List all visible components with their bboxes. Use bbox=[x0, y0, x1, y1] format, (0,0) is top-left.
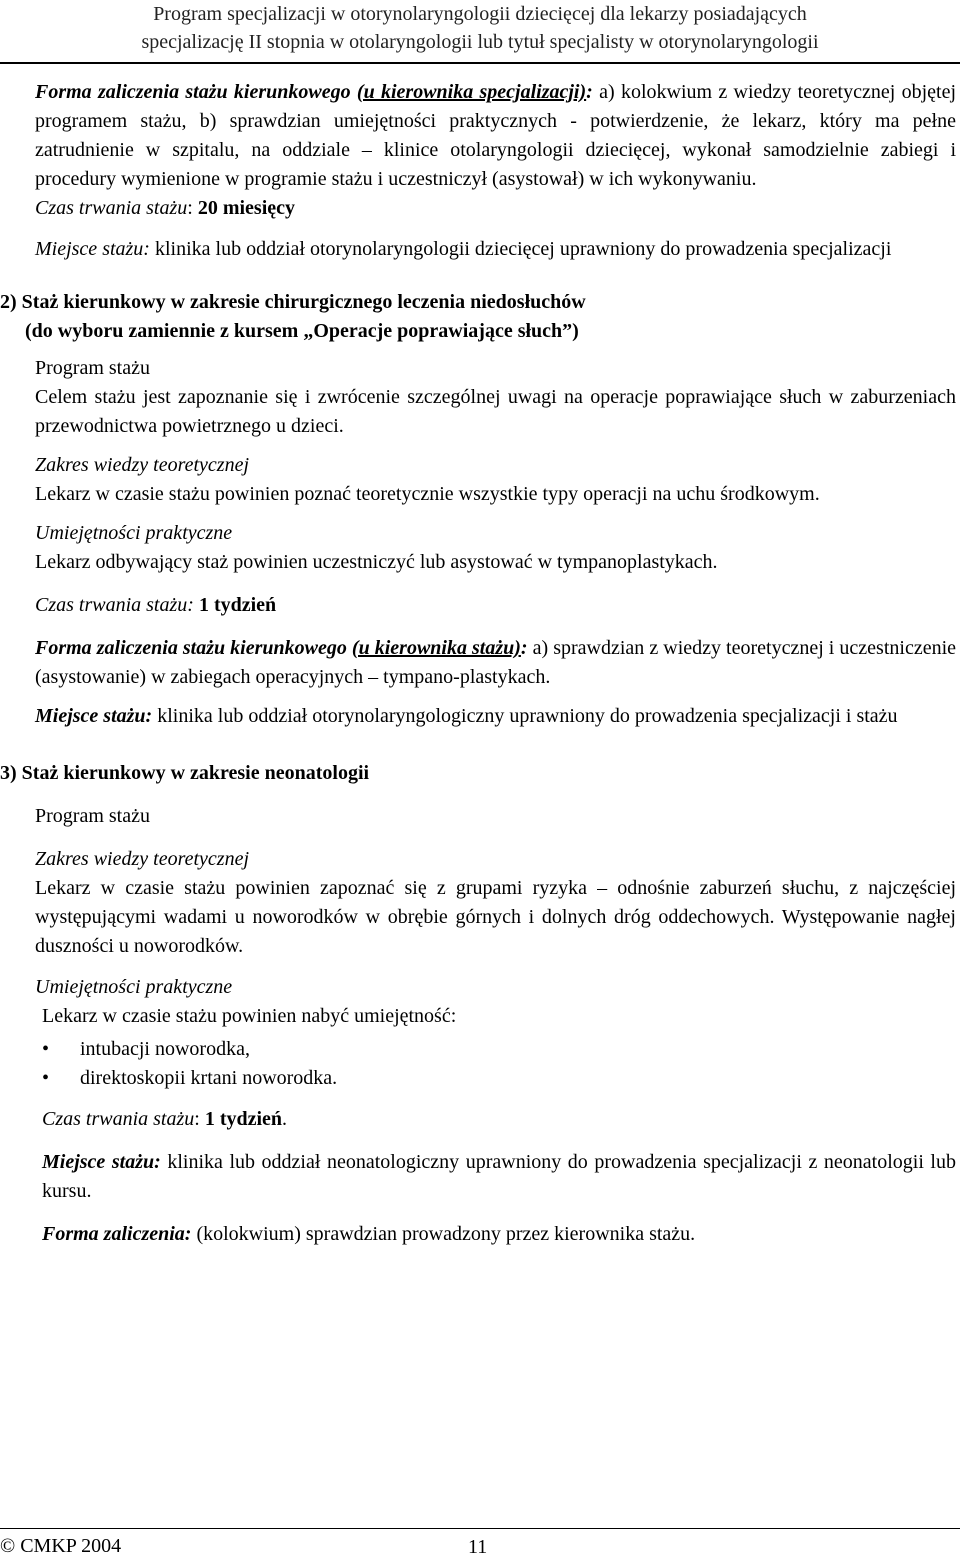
header-line-1: Program specjalizacji w otorynolaryngologii dziecięcej dla lekarzy posiadających bbox=[153, 3, 807, 25]
s3-czas-trwania: Czas trwania stażu: 1 tydzień. bbox=[42, 1108, 288, 1130]
s2-miejsce-stazu: Miejsce stażu: klinika lub oddział otorynolaryngologiczny uprawniony do prowadzenia specjalizacji i stażu bbox=[35, 705, 898, 727]
footer-rule bbox=[0, 1528, 960, 1529]
s3-zakres-label: Zakres wiedzy teoretycznej bbox=[35, 848, 250, 870]
list-item: • intubacji noworodka, bbox=[42, 1035, 956, 1064]
s3-heading: 3) Staż kierunkowy w zakresie neonatologii bbox=[0, 762, 370, 784]
s1-forma-zaliczenia: Forma zaliczenia stażu kierunkowego (u kierownika specjalizacji): a) kolokwium z wiedzy teoretycznej objętej programem stażu, b) sprawdzian umiejętności praktycznych - potwierdzenie, że lekarz, który ma pełne zatrudnienie w szpitalu, na oddziale – klinice otolaryngologii dziecięcej, wykonał samodzielnie zabiegi i procedury wymienione w programie stażu i uczestniczył (asystował) w ich wykonywaniu. bbox=[35, 81, 957, 190]
s3-umiejetnosci-intro: Lekarz w czasie stażu powinien nabyć umiejętność: bbox=[42, 1005, 457, 1027]
list-item: • direktoskopii krtani noworodka. bbox=[42, 1064, 956, 1093]
s3-forma-zaliczenia: Forma zaliczenia: (kolokwium) sprawdzian prowadzony przez kierownika stażu. bbox=[42, 1223, 696, 1245]
s2-czas-trwania: Czas trwania stażu: 1 tydzień bbox=[35, 594, 277, 616]
header-line-2: specjalizację II stopnia w otolaryngologii lub tytuł specjalisty w otorynolaryngologii bbox=[141, 31, 819, 53]
s2-program-text: Celem stażu jest zapoznanie się i zwrócenie szczególnej uwagi na operacje poprawiające słuch w zaburzeniach przewodnictwa powietrznego u dzieci. bbox=[35, 386, 956, 437]
page-number: 11 bbox=[468, 1536, 488, 1558]
footer-copyright: © CMKP 2004 bbox=[0, 1535, 122, 1557]
s2-umiejetnosci-label: Umiejętności praktyczne bbox=[35, 522, 233, 544]
bullet-icon: • bbox=[42, 1067, 50, 1089]
s3-miejsce-stazu: Miejsce stażu: klinika lub oddział neonatologiczny uprawniony do prowadzenia specjalizacji z neonatologii lub kursu. bbox=[42, 1151, 956, 1202]
page-body bbox=[0, 72, 957, 1249]
s2-forma-zaliczenia: Forma zaliczenia stażu kierunkowego (u kierownika stażu): a) sprawdzian z wiedzy teoretycznej i uczestniczenie (asystowanie) w zabiegach operacyjnych – tympano-plastykach. bbox=[35, 637, 957, 688]
s2-umiejetnosci-text: Lekarz odbywający staż powinien uczestniczyć lub asystować w tympanoplastykach. bbox=[35, 551, 718, 573]
bullet-icon: • bbox=[42, 1038, 50, 1060]
s3-umiejetnosci-label: Umiejętności praktyczne bbox=[35, 976, 233, 998]
s3-skills-list bbox=[42, 1035, 956, 1093]
s1-miejsce-stazu: Miejsce stażu: klinika lub oddział otorynolaryngologii dziecięcej uprawniony do prowadzenia specjalizacji bbox=[35, 238, 892, 260]
s3-program-label: Program stażu bbox=[35, 805, 150, 827]
s2-zakres-label: Zakres wiedzy teoretycznej bbox=[35, 454, 250, 476]
running-header bbox=[0, 0, 960, 56]
s2-heading: 2) Staż kierunkowy w zakresie chirurgicznego leczenia niedosłuchów (do wyboru zamiennie z kursem „Operacje poprawiające słuch”) bbox=[0, 291, 586, 342]
s2-zakres-text: Lekarz w czasie stażu powinien poznać teoretycznie wszystkie typy operacji na uchu środkowym. bbox=[35, 483, 820, 505]
header-rule bbox=[0, 62, 960, 64]
s2-program-label: Program stażu bbox=[35, 357, 150, 379]
s1-czas-trwania: Czas trwania stażu: 20 miesięcy bbox=[35, 197, 296, 219]
s3-zakres-text: Lekarz w czasie stażu powinien zapoznać się z grupami ryzyka – odnośnie zaburzeń słuchu, z najczęściej występującymi wadami u noworodków w obrębie górnych i dolnych dróg oddechowych. Występowanie nagłej duszności u noworodków. bbox=[35, 877, 956, 957]
